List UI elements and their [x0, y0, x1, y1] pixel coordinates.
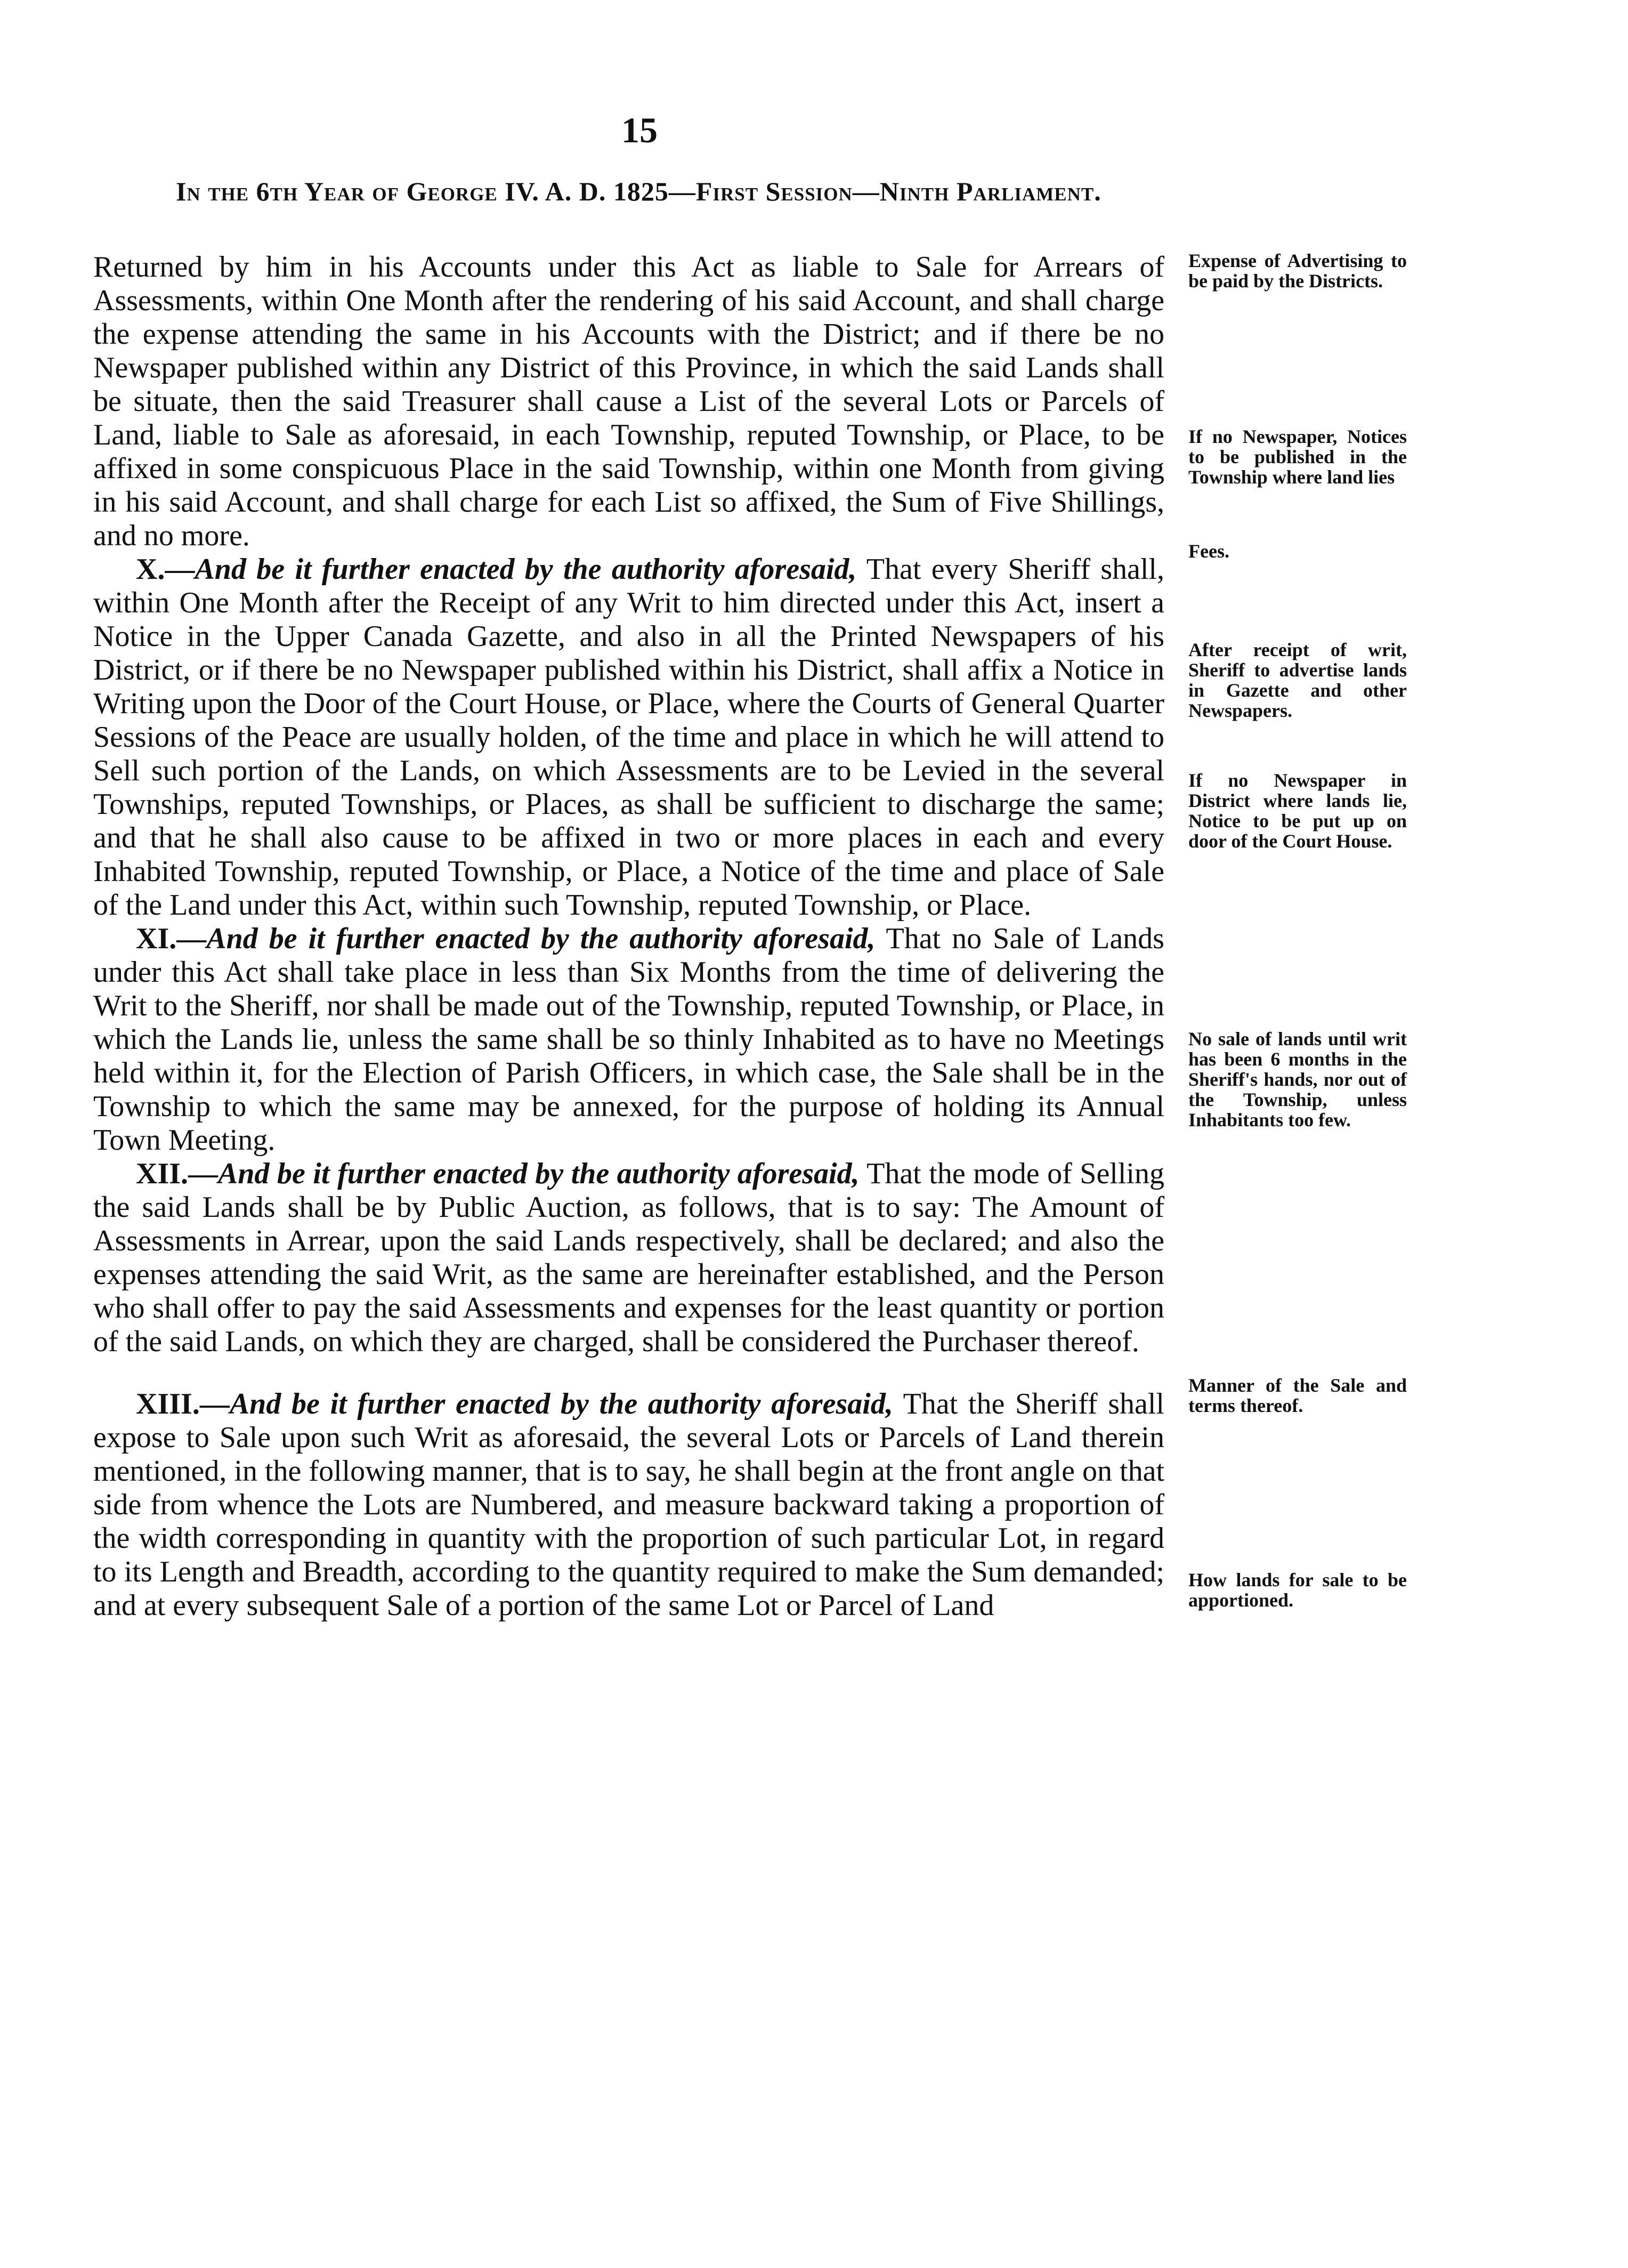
section-text: That every Sheriff shall, within One Month after the Receipt of any Writ to him directed under this Act, insert a Notice in the Upper Canada Gazette, and also in all the Printed Newspapers of his District, or if there be no Newspaper published within his District, shall affix a Notice in Writing upon the Door of the Court House, or Place, where the Courts of General Quarter Sessions of the Peace are usually holden, of the time and place in which he will attend to Sell such portion of the Lands, on which Assessments are to be Levied in the several Townships, reputed Townships, or Places, as shall be sufficient to discharge the same; and that he shall also cause to be affixed in two or more places in each and every Inhabited Township, reputed Township, or Place, a Notice of the time and place of Sale of the Land under this Act, within such Township, reputed Township, or Place.	[93, 553, 1164, 922]
enacting-clause: And be it further enacted by the authority aforesaid,	[229, 1387, 893, 1420]
margin-note-advertising-expense: Expense of Advertising to be paid by the Districts.	[1188, 250, 1407, 292]
margin-note-no-newspaper: If no Newspaper, Notices to be published in the Township where land lies	[1188, 426, 1407, 488]
margin-note-fees: Fees.	[1188, 540, 1229, 562]
section-number: XIII.—	[136, 1387, 230, 1420]
body-text	[93, 251, 1164, 1623]
continued-paragraph: Returned by him in his Accounts under this Act as liable to Sale for Arrears of Assessments, within One Month after the rendering of his said Account, and shall charge the expense attending the same in his Accounts with the District; and if there be no Newspaper published within any District of this Province, in which the said Lands shall be situate, then the said Treasurer shall cause a List of the several Lots or Parcels of Land, liable to Sale as aforesaid, in each Township, reputed Township, or Place, to be affixed in some conspicuous Place in the said Township, within one Month from giving in his said Account, and shall charge for each List so affixed, the Sum of Five Shillings, and no more.	[93, 251, 1164, 552]
section-13	[93, 1387, 1164, 1623]
margin-note-apportionment: How lands for sale to be apportioned.	[1188, 1569, 1407, 1611]
margin-note-court-house-notice: If no Newspaper in District where lands lie, Notice to be put up on door of the Court House.	[1188, 770, 1407, 852]
section-text: That the mode of Selling the said Lands shall be by Public Auction, as follows, that is to say: The Amount of Assessments in Arrear, upon the said Lands respectively, shall be declared; and also the expenses attending the said Writ, as the same are hereinafter established, and the Person who shall offer to pay the said Assessments and expenses for the least quantity or portion of the said Lands, on which they are charged, shall be considered the Purchaser thereof.	[93, 1157, 1164, 1358]
section-text: That the Sheriff shall expose to Sale upon such Writ as aforesaid, the several Lots or Parcels of Land therein mentioned, in the following manner, that is to say, he shall begin at the front angle on that side from whence the Lots are Numbered, and measure backward taking a proportion of the width corresponding in quantity with the proportion of such particular Lot, in regard to its Length and Breadth, according to the quantity required to make the Sum demanded; and at every subsequent Sale of a portion of the same Lot or Parcel of Land	[93, 1387, 1164, 1622]
section-11	[93, 922, 1164, 1157]
section-gap	[93, 1359, 1164, 1387]
section-10	[93, 553, 1164, 922]
margin-note-six-months: No sale of lands until writ has been 6 months in the Sheriff's hands, nor out of the Township, unless Inhabitants too few.	[1188, 1028, 1407, 1131]
section-number: XI.—	[136, 922, 207, 955]
section-number: XII.—	[136, 1157, 218, 1190]
enacting-clause: And be it further enacted by the authority aforesaid,	[195, 553, 857, 586]
enacting-clause: And be it further enacted by the authority aforesaid,	[206, 922, 876, 955]
margin-note-manner-of-sale: Manner of the Sale and terms thereof.	[1188, 1375, 1407, 1416]
section-12	[93, 1157, 1164, 1359]
enacting-clause: And be it further enacted by the authority aforesaid,	[218, 1157, 860, 1190]
section-text: That no Sale of Lands under this Act shall take place in less than Six Months from the time of delivering the Writ to the Sheriff, nor shall be made out of the Township, reputed Township, or Place, in which the Lands lie, unless the same shall be so thinly Inhabited as to have no Meetings held within it, for the Election of Parish Officers, in which case, the Sale shall be in the Township to which the same may be annexed, for the purpose of holding its Annual Town Meeting.	[93, 922, 1164, 1157]
running-header: In the 6th Year of George IV. A. D. 1825—First Session—Ninth Parliament.	[176, 176, 1101, 206]
margin-note-sheriff-advertise: After receipt of writ, Sheriff to advertise lands in Gazette and other Newspapers.	[1188, 639, 1407, 721]
section-number: X.—	[136, 553, 195, 586]
page-number: 15	[621, 110, 658, 150]
